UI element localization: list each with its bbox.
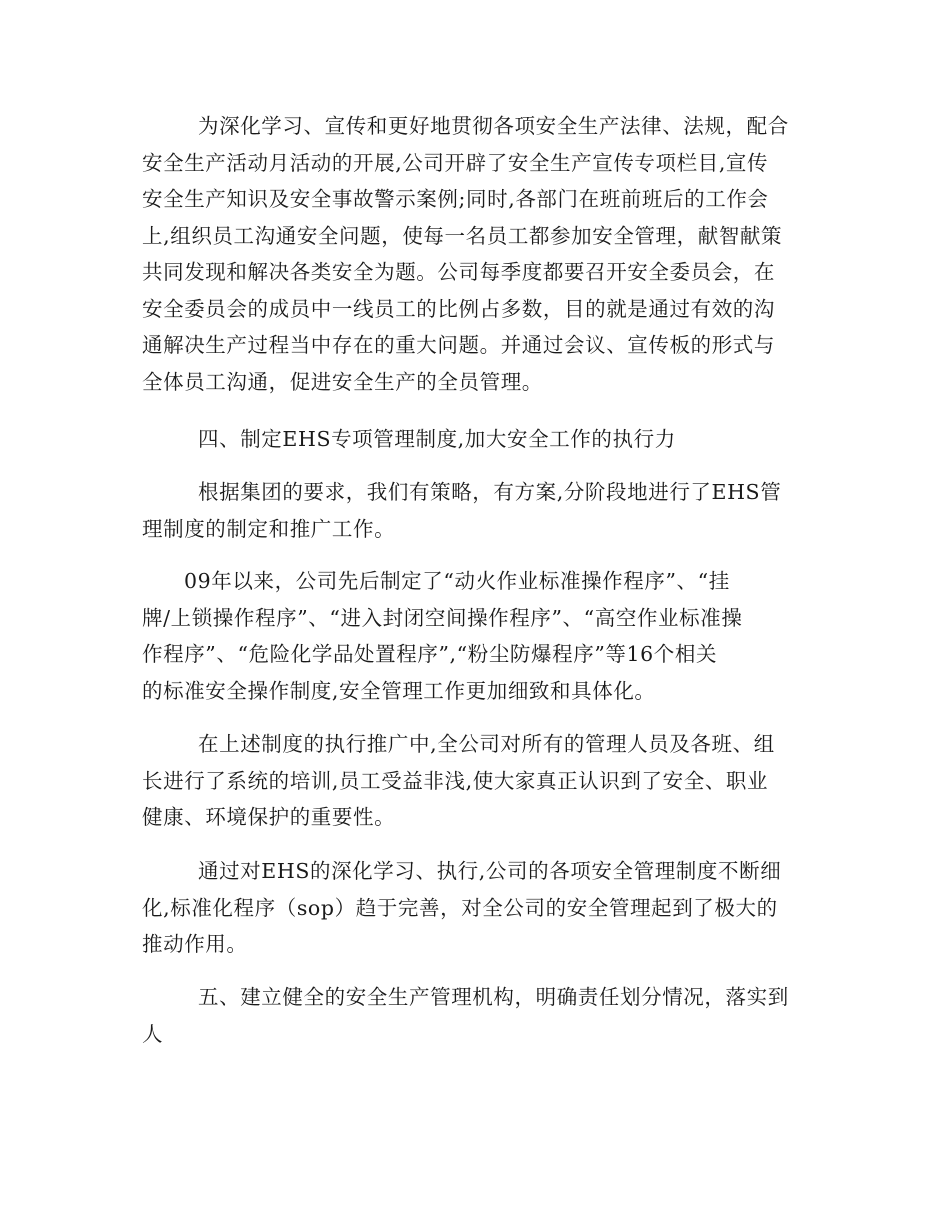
heading-line: 四、制定EHS专项管理制度,加大安全工作的执行力 <box>198 427 676 451</box>
paragraph-ehs-results <box>142 853 812 963</box>
section-heading-4 <box>142 421 812 458</box>
paragraph-line: 化,标准化程序（sop）趋于完善，对全公司的安全管理起到了极大的 <box>142 895 778 920</box>
paragraph-line: 牌/上锁操作程序”、“进入封闭空间操作程序”、“高空作业标准操 <box>142 605 743 630</box>
paragraph-line: 全体员工沟通，促进安全生产的全员管理。 <box>142 369 543 394</box>
paragraph-training <box>142 726 812 836</box>
heading-line: 五、建立健全的安全生产管理机构，明确责任划分情况，落实到 <box>198 985 789 1009</box>
paragraph-line: 09年以来，公司先后制定了“动火作业标准操作程序”、“挂 <box>184 569 730 593</box>
paragraph-line: 在上述制度的执行推广中,全公司对所有的管理人员及各班、组 <box>198 732 775 756</box>
section-heading-5 <box>142 979 812 1052</box>
paragraph-line: 上,组织员工沟通安全问题，使每一名员工都参加安全管理，献智献策 <box>142 223 783 248</box>
paragraph-line: 通过对EHS的深化学习、执行,公司的各项安全管理制度不断细 <box>198 859 782 883</box>
paragraph-line: 为深化学习、宣传和更好地贯彻各项安全生产法律、法规，配合 <box>198 114 789 138</box>
paragraph-publicity <box>142 108 812 400</box>
paragraph-line: 健康、环境保护的重要性。 <box>142 805 396 829</box>
paragraph-line: 推动作用。 <box>142 932 248 956</box>
paragraph-line: 安全委员会的成员中一线员工的比例占多数，目的就是通过有效的沟 <box>142 296 775 321</box>
paragraph-line: 通解决生产过程当中存在的重大问题。并通过会议、宣传板的形式与 <box>142 333 775 357</box>
paragraph-ehs-intro <box>142 474 812 547</box>
paragraph-line: 共同发现和解决各类安全为题。公司每季度都要召开安全委员会，在 <box>142 260 775 284</box>
paragraph-line: 的标准安全操作制度,安全管理工作更加细致和具体化。 <box>142 678 656 703</box>
paragraph-line: 作程序”、“危险化学品处置程序”,“粉尘防爆程序”等16个相关 <box>142 642 718 666</box>
paragraph-line: 长进行了系统的培训,员工受益非浅,使大家真正认识到了安全、职业 <box>142 768 769 793</box>
paragraph-line: 理制度的制定和推广工作。 <box>142 516 396 541</box>
paragraph-line: 安全生产活动月活动的开展,公司开辟了安全生产宣传专项栏目,宣传 <box>142 150 769 175</box>
heading-line: 人 <box>142 1021 164 1046</box>
paragraph-line: 安全生产知识及安全事故警示案例;同时,各部门在班前班后的工作会 <box>142 187 769 211</box>
paragraph-procedures <box>142 563 812 709</box>
paragraph-line: 根据集团的要求，我们有策略，有方案,分阶段地进行了EHS管 <box>198 480 782 504</box>
